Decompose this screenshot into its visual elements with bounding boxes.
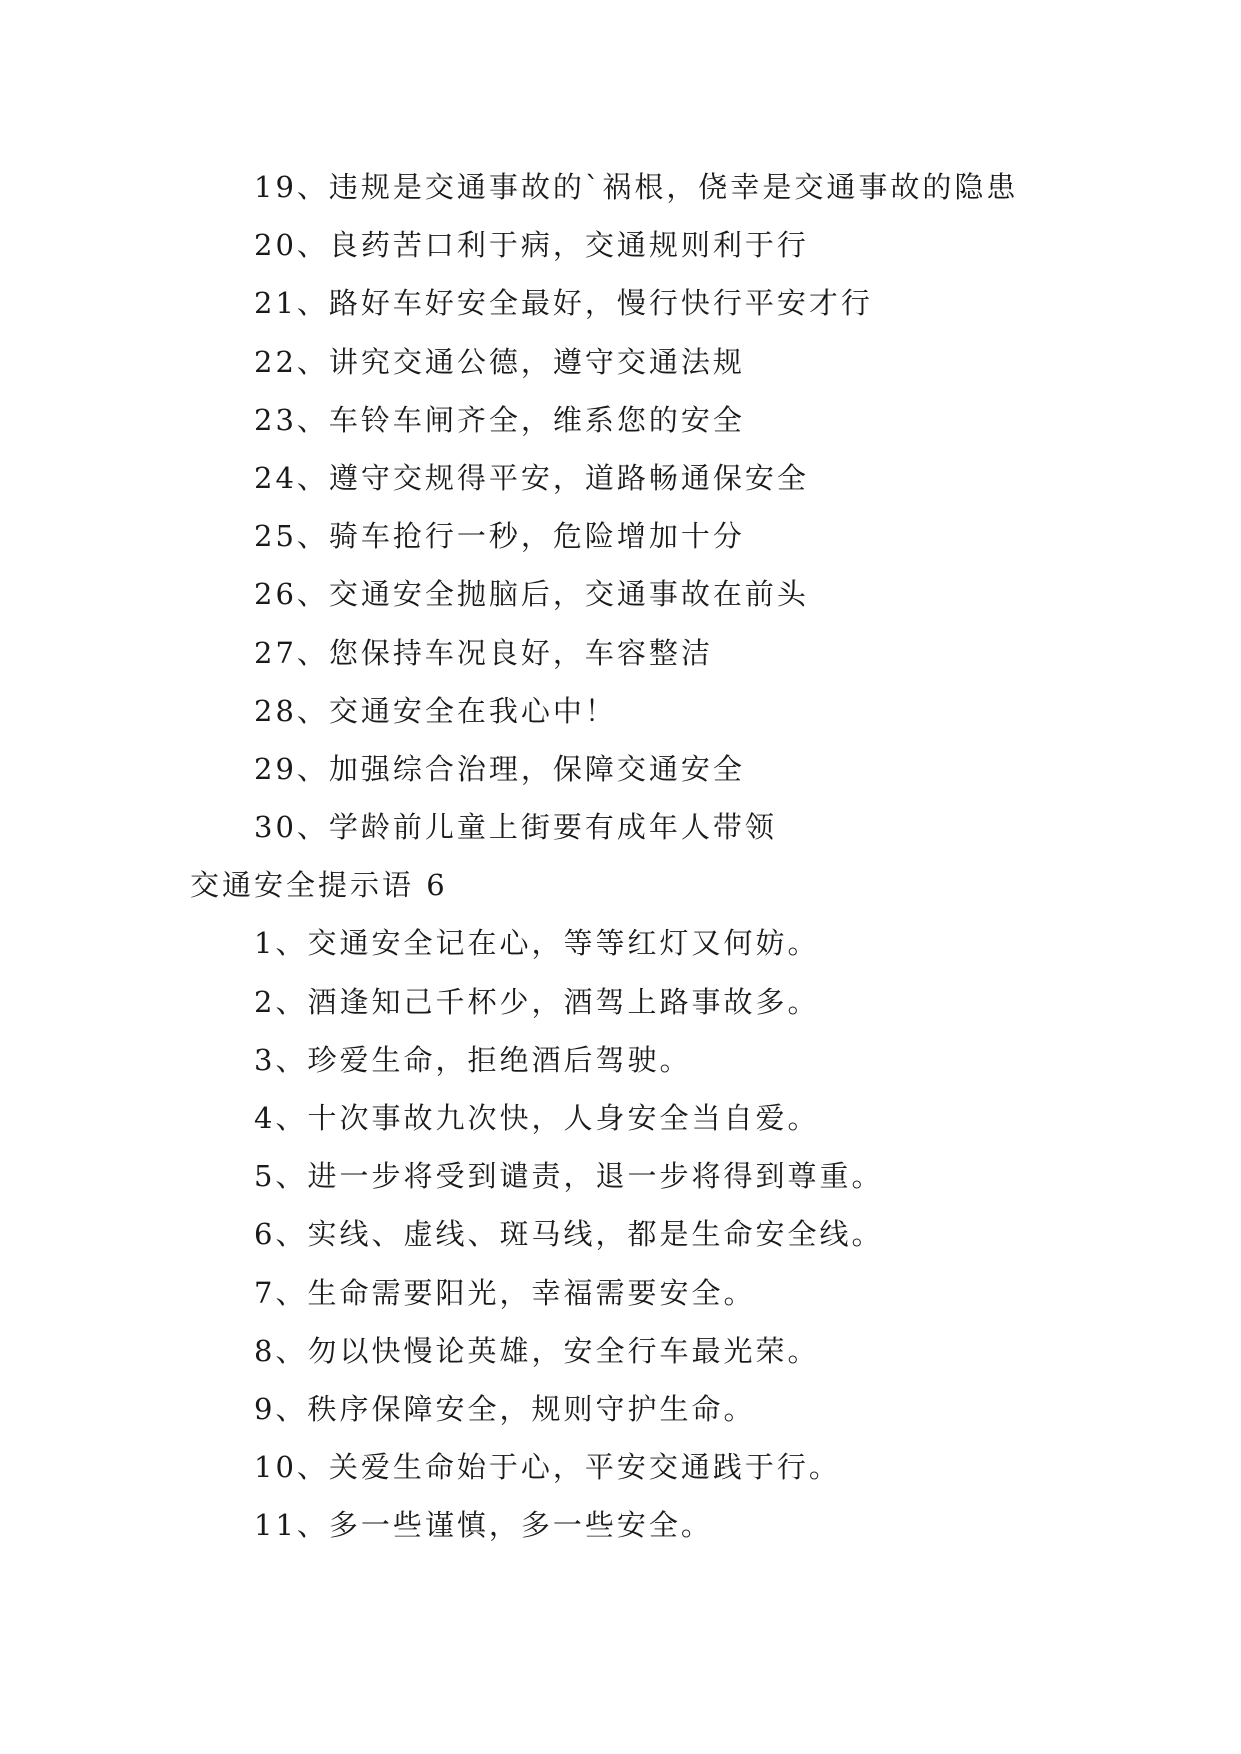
list-item: 6、实线、虚线、斑马线，都是生命安全线。 xyxy=(254,1217,884,1252)
list-item: 22、讲究交通公德，遵守交通法规 xyxy=(254,344,745,379)
list-item: 21、路好车好安全最好，慢行快行平安才行 xyxy=(254,286,873,321)
list-item: 11、多一些谨慎，多一些安全。 xyxy=(254,1508,713,1543)
document-body xyxy=(190,158,1090,1555)
list-item: 28、交通安全在我心中！ xyxy=(254,693,617,728)
list-item: 5、进一步将受到谴责，退一步将得到尊重。 xyxy=(254,1159,884,1194)
list-item: 25、骑车抢行一秒，危险增加十分 xyxy=(254,519,745,554)
list-item: 24、遵守交规得平安，道路畅通保安全 xyxy=(254,460,809,495)
list-item: 10、关爱生命始于心，平安交通践于行。 xyxy=(254,1450,841,1485)
list-item: 1、交通安全记在心，等等红灯又何妨。 xyxy=(254,926,820,961)
list-item: 8、勿以快慢论英雄，安全行车最光荣。 xyxy=(254,1333,820,1368)
list-item: 19、违规是交通事故的`祸根，侥幸是交通事故的隐患 xyxy=(254,170,1019,204)
list-item: 2、酒逢知己千杯少，酒驾上路事故多。 xyxy=(254,984,820,1019)
list-item: 7、生命需要阳光，幸福需要安全。 xyxy=(254,1275,756,1310)
list-item: 23、车铃车闸齐全，维系您的安全 xyxy=(254,402,745,437)
list-item: 3、珍爱生命，拒绝酒后驾驶。 xyxy=(254,1042,692,1077)
list-item: 30、学龄前儿童上街要有成年人带领 xyxy=(254,810,777,845)
list-item: 27、您保持车况良好，车容整洁 xyxy=(254,635,713,670)
list-item: 20、良药苦口利于病，交通规则利于行 xyxy=(254,228,809,263)
list-item: 9、秩序保障安全，规则守护生命。 xyxy=(254,1391,756,1426)
list-item: 29、加强综合治理，保障交通安全 xyxy=(254,751,745,786)
list-item: 4、十次事故九次快，人身安全当自爱。 xyxy=(254,1101,820,1135)
list-item: 26、交通安全抛脑后，交通事故在前头 xyxy=(254,577,809,612)
section-heading: 交通安全提示语 6 xyxy=(190,868,448,903)
